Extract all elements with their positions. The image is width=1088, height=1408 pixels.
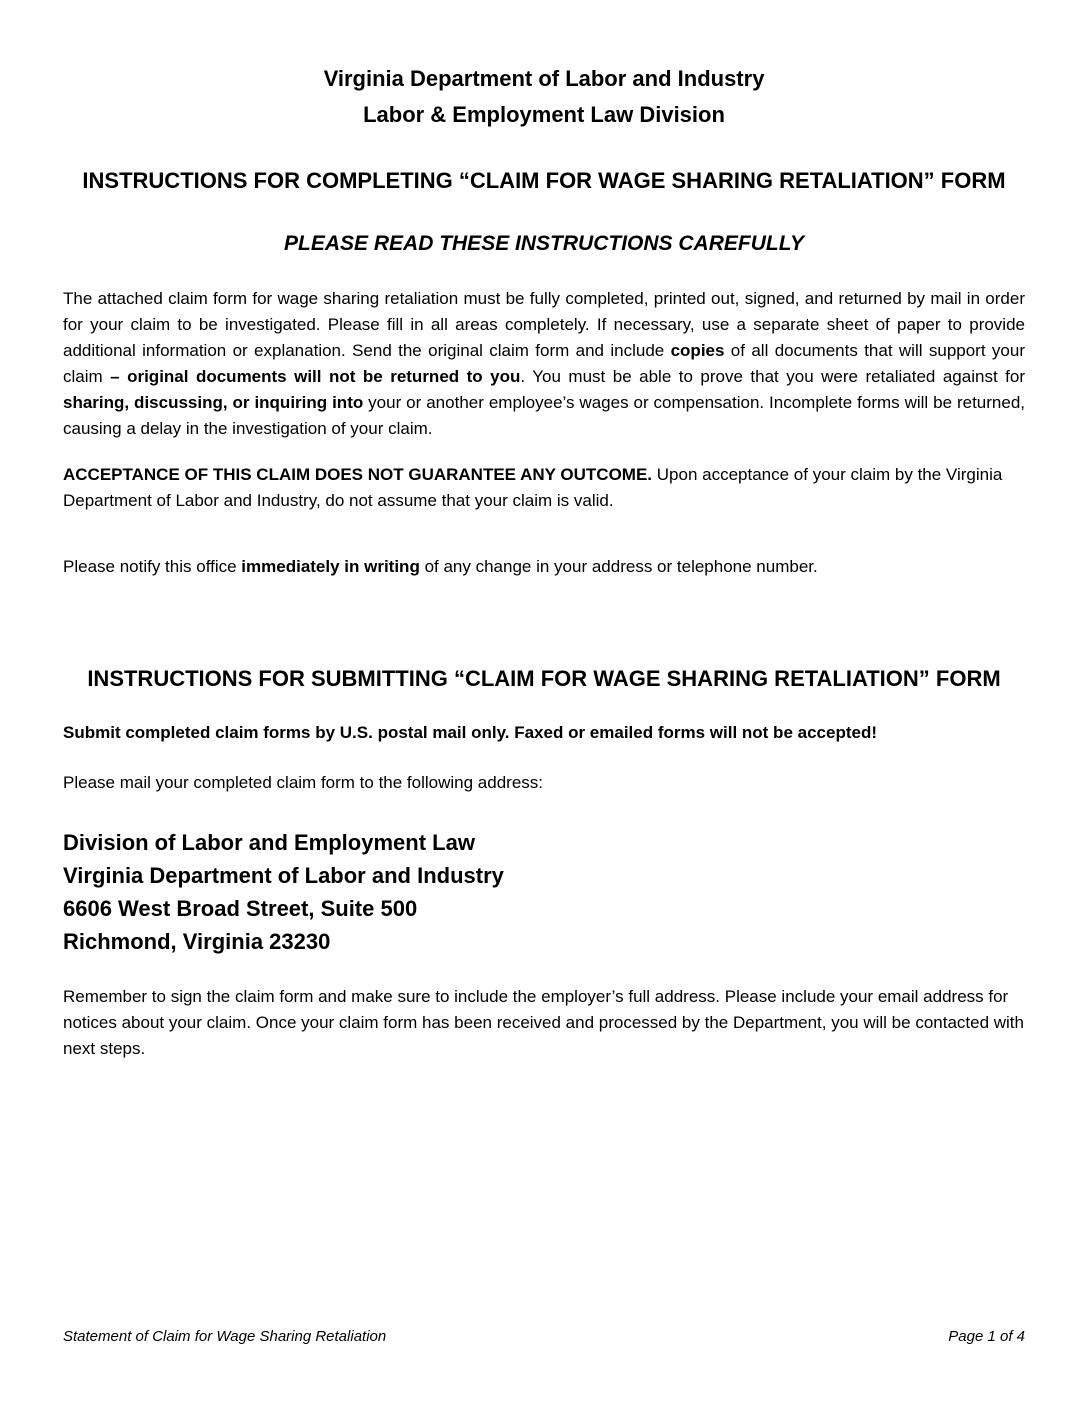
paragraph-submit-by-mail: Submit completed claim forms by U.S. postal mail only. Faxed or emailed forms will not be accepted! <box>63 723 877 742</box>
paragraph-remember-to-sign: Remember to sign the claim form and make sure to include the employer’s full address. Please include your email address for notices about your claim. Once your claim form has been received and processed by the Department, you will be contacted with next steps. <box>63 987 1024 1058</box>
paragraph-intro: The attached claim form for wage sharing retaliation must be fully completed, printed out, signed, and returned by mail in order for your claim to be investigated. Please fill in all areas completely. If necessary, use a separate sheet of paper to provide additional information or explanation. Send the original claim form and include copies of all documents that will support your claim – original documents will not be returned to you. You must be able to prove that you were retaliated against for sharing, discussing, or inquiring into your or another employee’s wages or compensation. Incomplete forms will be returned, causing a delay in the investigation of your claim. <box>63 289 1025 438</box>
address-line-city: Richmond, Virginia 23230 <box>63 929 331 954</box>
footer-document-title: Statement of Claim for Wage Sharing Retaliation <box>63 1328 387 1345</box>
heading-read-carefully: PLEASE READ THESE INSTRUCTIONS CAREFULLY <box>284 232 804 255</box>
mailing-address-block <box>63 826 1025 958</box>
paragraph-mail-intro: Please mail your completed claim form to the following address: <box>63 773 543 792</box>
address-line-street: 6606 West Broad Street, Suite 500 <box>63 896 418 921</box>
paragraph-acceptance-disclaimer: ACCEPTANCE OF THIS CLAIM DOES NOT GUARANTEE ANY OUTCOME. Upon acceptance of your claim by the Virginia Department of Labor and Industry, do not assume that your claim is valid. <box>63 465 1003 510</box>
paragraph-notify-office: Please notify this office immediately in writing of any change in your address or telephone number. <box>63 557 818 576</box>
org-title-line1: Virginia Department of Labor and Industry <box>323 66 765 91</box>
heading-instructions-submitting: INSTRUCTIONS FOR SUBMITTING “CLAIM FOR WAGE SHARING RETALIATION” FORM <box>87 666 1001 691</box>
address-line-division: Division of Labor and Employment Law <box>63 830 475 855</box>
address-line-department: Virginia Department of Labor and Industry <box>63 863 504 888</box>
org-title-line2: Labor & Employment Law Division <box>363 102 725 127</box>
footer-page-number: Page 1 of 4 <box>948 1328 1025 1345</box>
page-footer <box>63 1328 1025 1346</box>
heading-instructions-completing: INSTRUCTIONS FOR COMPLETING “CLAIM FOR WAGE SHARING RETALIATION” FORM <box>82 168 1006 193</box>
